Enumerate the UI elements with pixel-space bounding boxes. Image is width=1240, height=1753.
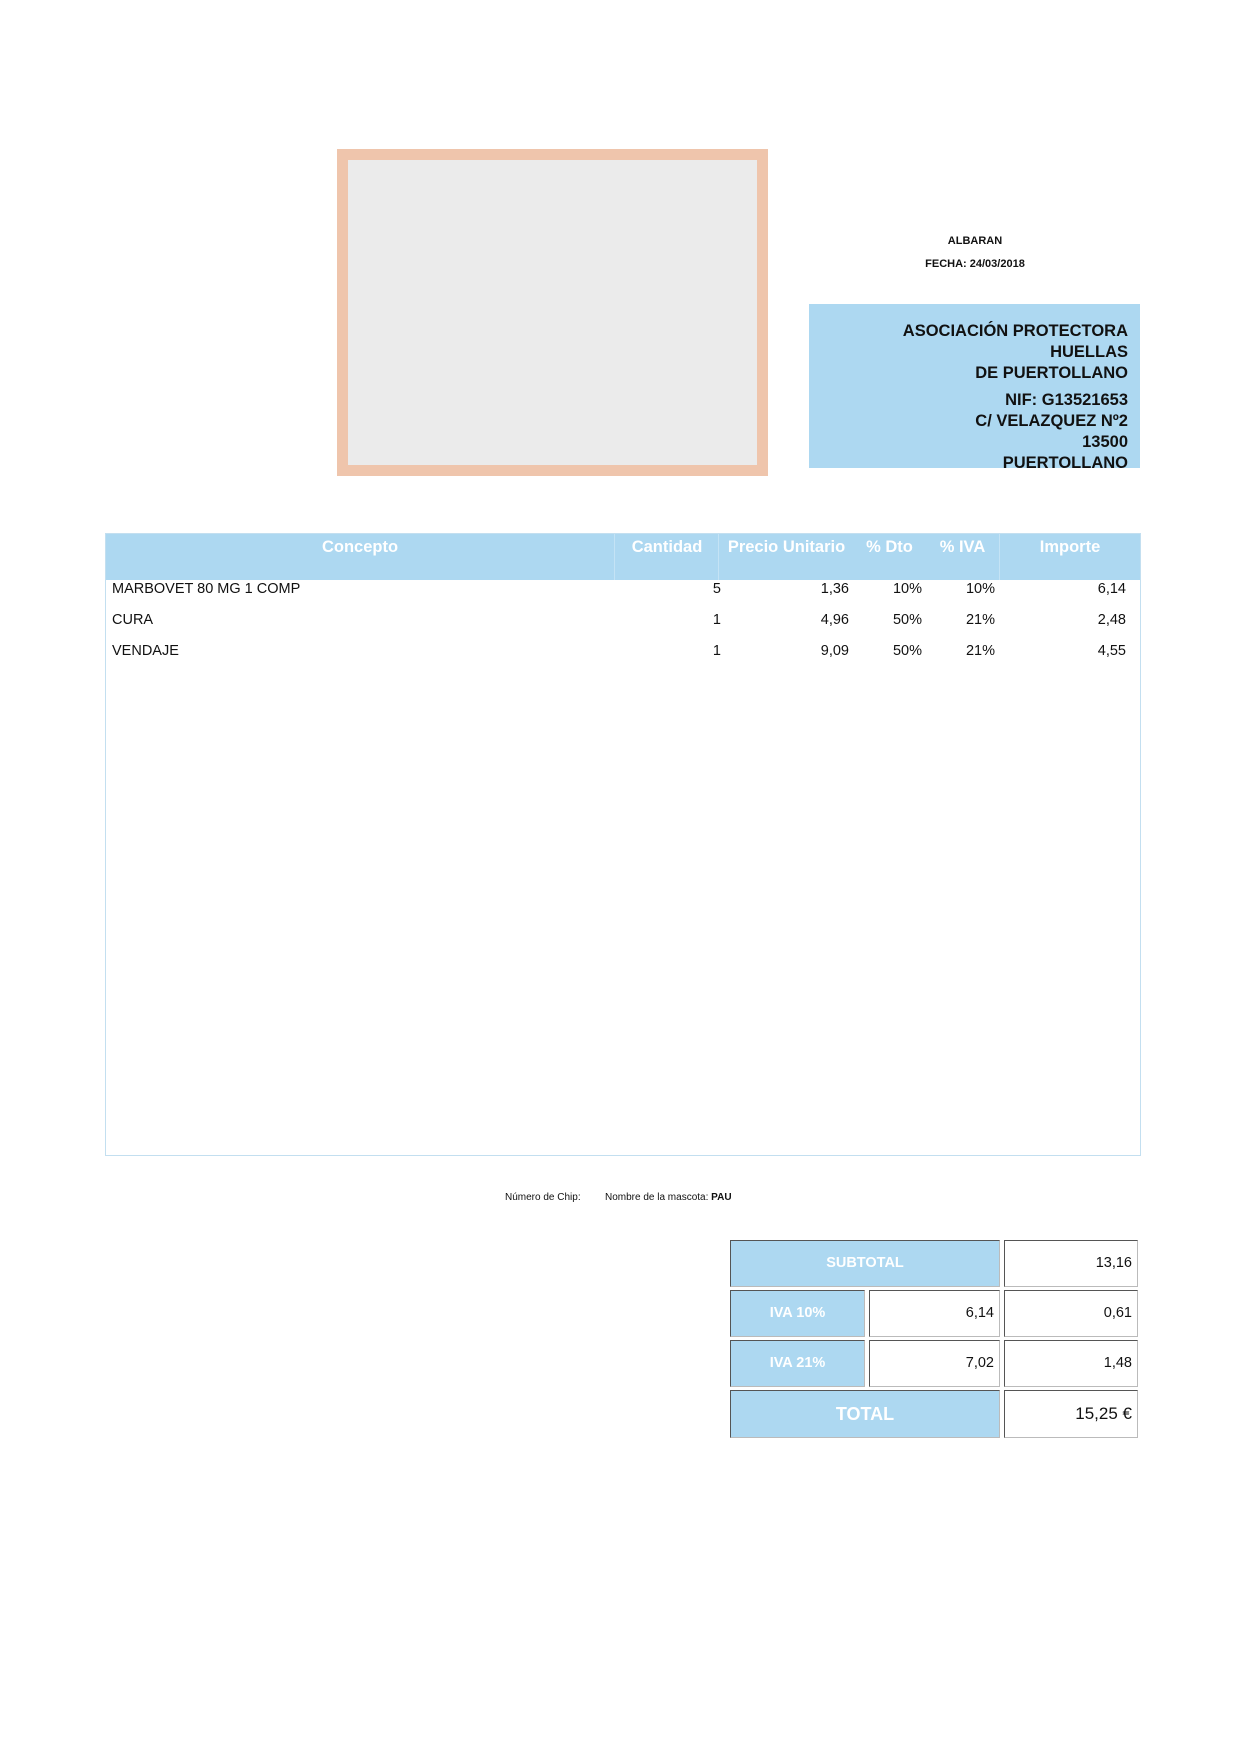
cell-dto: 50% — [892, 612, 922, 628]
subtotal-value: 13,16 — [1004, 1240, 1138, 1287]
cell-concepto: MARBOVET 80 MG 1 COMP — [112, 581, 301, 597]
logo-placeholder — [337, 149, 768, 476]
table-row — [106, 612, 1140, 643]
cell-iva: 21% — [965, 612, 995, 628]
total-label: TOTAL — [730, 1390, 1000, 1438]
total-value: 15,25 € — [1004, 1390, 1138, 1438]
client-city: PUERTOLLANO — [1002, 454, 1128, 472]
cell-precio: 1,36 — [820, 581, 849, 597]
cell-cantidad: 1 — [712, 612, 721, 628]
cell-importe: 2,48 — [1097, 612, 1126, 628]
cell-concepto: VENDAJE — [112, 643, 179, 659]
iva21-value: 1,48 — [1004, 1340, 1138, 1387]
client-info-box — [809, 304, 1140, 472]
iva21-base: 7,02 — [869, 1340, 1000, 1387]
pet-name-value: PAU — [711, 1192, 732, 1203]
table-row — [106, 643, 1140, 674]
document-title: ALBARAN — [947, 235, 1003, 247]
header-importe: Importe — [999, 534, 1140, 580]
pet-name — [605, 1192, 732, 1203]
chip-number-label: Número de Chip: — [505, 1192, 581, 1203]
iva10-base: 6,14 — [869, 1290, 1000, 1337]
client-address: C/ VELAZQUEZ Nº2 — [975, 412, 1128, 430]
items-table-header — [106, 534, 1140, 580]
client-nif: NIF: G13521653 — [1005, 391, 1128, 409]
cell-precio: 4,96 — [820, 612, 849, 628]
iva21-label: IVA 21% — [730, 1340, 865, 1387]
client-name — [821, 321, 1128, 384]
cell-concepto: CURA — [112, 612, 154, 628]
cell-importe: 6,14 — [1097, 581, 1126, 597]
header-iva: % IVA — [939, 538, 986, 556]
client-postal-code: 13500 — [1082, 433, 1128, 451]
cell-cantidad: 5 — [712, 581, 721, 597]
table-row — [106, 581, 1140, 612]
cell-iva: 21% — [965, 643, 995, 659]
document-date: FECHA: 24/03/2018 — [925, 258, 1025, 270]
cell-importe: 4,55 — [1097, 643, 1126, 659]
header-precio-unitario: Precio Unitario — [718, 534, 854, 580]
items-table — [105, 533, 1141, 1156]
header-concepto: Concepto — [321, 538, 399, 556]
cell-precio: 9,09 — [820, 643, 849, 659]
header-cantidad: Cantidad — [614, 534, 719, 580]
cell-dto: 50% — [892, 643, 922, 659]
iva10-label: IVA 10% — [730, 1290, 865, 1337]
cell-cantidad: 1 — [712, 643, 721, 659]
subtotal-label: SUBTOTAL — [730, 1240, 1000, 1287]
cell-iva: 10% — [965, 581, 995, 597]
iva10-value: 0,61 — [1004, 1290, 1138, 1337]
client-name-line2: DE PUERTOLLANO — [975, 364, 1128, 382]
pet-name-label: Nombre de la mascota: — [605, 1192, 709, 1203]
cell-dto: 10% — [892, 581, 922, 597]
header-dto: % Dto — [866, 538, 913, 556]
client-name-line1: ASOCIACIÓN PROTECTORA HUELLAS — [902, 322, 1128, 361]
